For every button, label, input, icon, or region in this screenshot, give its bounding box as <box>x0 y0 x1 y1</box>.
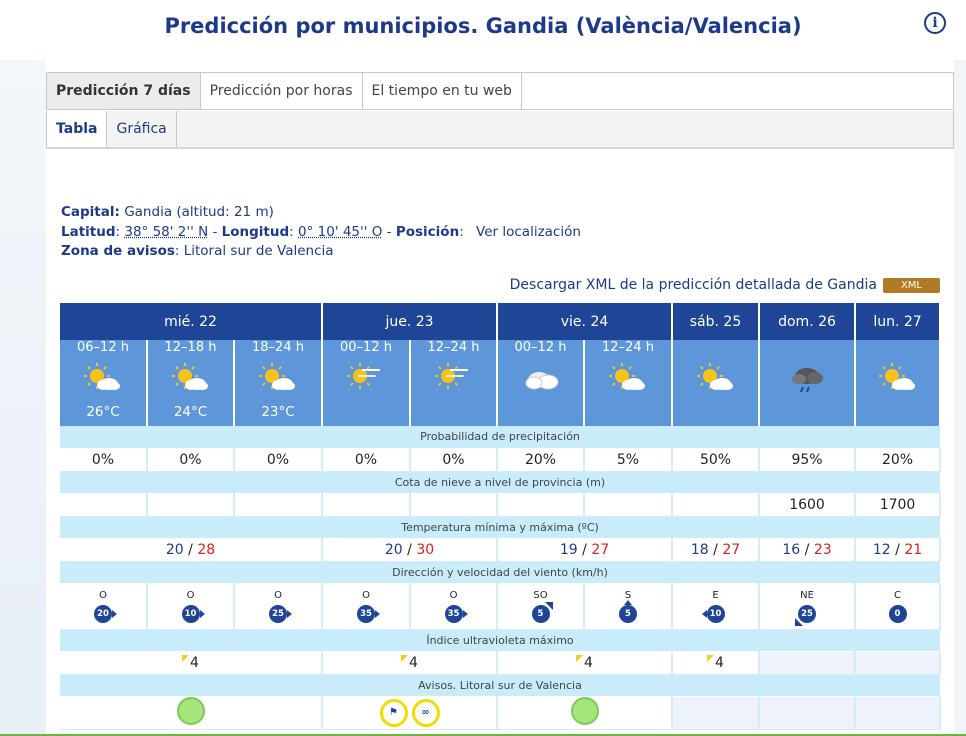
wind-direction: SO <box>533 589 548 601</box>
wind-arrow-icon <box>269 605 287 623</box>
wind-arrow-icon <box>182 605 200 623</box>
uv-row <box>60 651 940 674</box>
sun-cloud-icon <box>856 360 939 400</box>
rain-cloud-icon <box>760 360 854 400</box>
snow-label: Cota de nieve a nivel de provincia (m) <box>60 471 940 493</box>
xml-download-link[interactable]: Descargar XML de la predicción detallada de Gandia <box>509 277 877 293</box>
sun-cloud-icon <box>673 360 758 400</box>
temp-separator: / <box>183 541 198 558</box>
temp-min: 12 <box>872 541 891 558</box>
xml-download-row <box>0 277 940 293</box>
wind-direction: O <box>274 589 282 601</box>
temp-cell <box>497 538 672 561</box>
wind-arrow-icon <box>357 605 375 623</box>
label-row <box>60 426 940 448</box>
temp-cell <box>60 538 322 561</box>
period-time: 18–24 h <box>252 340 304 355</box>
zona-label: Zona de avisos <box>61 243 175 259</box>
background-decoration-left <box>0 60 46 736</box>
label-row <box>60 561 940 583</box>
temp-max: 21 <box>904 541 923 558</box>
temp-cell <box>672 538 759 561</box>
wind-label: Dirección y velocidad del viento (km/h) <box>60 561 940 583</box>
period-time <box>760 340 854 356</box>
snow-cell <box>672 493 759 516</box>
label-row <box>60 471 940 493</box>
day-header: sáb. 25 <box>672 303 759 340</box>
sun-haze-icon <box>323 360 409 400</box>
snow-cell <box>497 493 584 516</box>
snow-row <box>60 493 940 516</box>
aviso-cell <box>672 696 759 729</box>
capital-label: Capital: <box>61 204 120 220</box>
wind-speed: 25 <box>801 608 813 619</box>
wind-speed: 25 <box>272 608 284 619</box>
wind-arrow-icon <box>619 605 637 623</box>
period-time: 00–12 h <box>340 340 392 355</box>
avisos-label: Avisos. Litoral sur de Valencia <box>60 674 940 696</box>
snow-cell <box>322 493 410 516</box>
sun-cloud-icon <box>235 360 321 400</box>
wind-arrow-icon <box>889 605 907 623</box>
wind-direction: O <box>99 589 107 601</box>
period-temp: 23°C <box>261 404 295 420</box>
tab-prediccion-7-dias[interactable]: Predicción 7 días <box>47 73 201 109</box>
snow-cell: 1700 <box>855 493 940 516</box>
temp-max: 27 <box>591 541 610 558</box>
forecast-table <box>60 303 941 730</box>
snow-cell <box>410 493 497 516</box>
period-time: 12–18 h <box>164 340 217 355</box>
day-header: vie. 24 <box>497 303 672 340</box>
xml-badge[interactable]: XML <box>883 278 940 293</box>
precip-cell: 20% <box>497 448 584 471</box>
period-cell <box>759 340 855 426</box>
precip-cell: 0% <box>147 448 234 471</box>
wind-direction: E <box>712 589 719 601</box>
wind-cell <box>759 583 855 629</box>
wind-direction: O <box>449 589 458 601</box>
day-header: dom. 26 <box>759 303 855 340</box>
period-time: 06–12 h <box>77 340 129 355</box>
coords-line: Latitud: 38° 58' 2'' N - Longitud: 0° 10' 45'' O - Posición: Ver localización <box>61 223 581 240</box>
period-cell <box>234 340 322 426</box>
precip-cell: 0% <box>322 448 410 471</box>
temp-cell <box>759 538 855 561</box>
info-icon[interactable]: i <box>924 12 946 34</box>
uv-value: 4 <box>576 655 593 671</box>
day-header: mié. 22 <box>60 303 322 340</box>
wind-arrow-icon <box>798 605 816 623</box>
uv-cell <box>672 651 759 674</box>
longitud-value: 0° 10' 45'' O <box>298 223 383 240</box>
precip-cell: 50% <box>672 448 759 471</box>
wind-cell <box>410 583 497 629</box>
aviso-cell <box>497 696 672 729</box>
period-temp: 24°C <box>173 404 208 420</box>
period-time: 12–24 h <box>602 340 654 355</box>
wind-direction: O <box>362 589 370 601</box>
sun-haze-icon <box>411 360 496 400</box>
temp-separator: / <box>402 541 417 558</box>
view-tabs <box>46 111 954 149</box>
wind-arrow-icon <box>532 605 550 623</box>
tab-tabla[interactable]: Tabla <box>47 111 107 147</box>
aviso-cell <box>322 696 497 729</box>
label-row <box>60 516 940 538</box>
tab-prediccion-por-horas[interactable]: Predicción por horas <box>201 73 363 109</box>
page-title: Predicción por municipios. Gandia (València/Valencia) <box>164 14 802 38</box>
aviso-cell <box>759 696 855 729</box>
uv-cell <box>759 651 855 674</box>
background-decoration-right <box>954 60 966 736</box>
wind-cell <box>497 583 584 629</box>
wind-cell <box>584 583 672 629</box>
aviso-cell <box>855 696 940 729</box>
temp-max: 30 <box>416 541 435 558</box>
temp-max: 28 <box>197 541 216 558</box>
wind-cell <box>672 583 759 629</box>
period-cell <box>147 340 234 426</box>
zona-value: Litoral sur de Valencia <box>183 243 334 259</box>
precip-cell: 0% <box>410 448 497 471</box>
avisos-row <box>60 696 940 729</box>
precip-cell: 20% <box>855 448 940 471</box>
wind-row <box>60 583 940 629</box>
label-row <box>60 629 940 651</box>
wind-speed: 10 <box>184 608 197 619</box>
day-header: lun. 27 <box>855 303 940 340</box>
temp-separator: / <box>800 541 814 558</box>
temp-label: Temperatura mínima y máxima (ºC) <box>60 516 940 538</box>
precip-row <box>60 448 940 471</box>
period-cell <box>855 340 940 426</box>
temp-min: 16 <box>782 541 801 558</box>
wind-speed: 35 <box>360 608 372 619</box>
temp-max: 23 <box>813 541 832 558</box>
temp-min: 20 <box>384 541 403 558</box>
ver-localizacion-link[interactable]: Ver localización <box>476 223 581 240</box>
uv-cell <box>855 651 940 674</box>
wind-speed: 0 <box>894 608 901 619</box>
wind-cell <box>234 583 322 629</box>
wind-direction: S <box>624 589 632 601</box>
period-cell <box>410 340 497 426</box>
wind-speed: 20 <box>97 608 109 619</box>
precip-cell: 95% <box>759 448 855 471</box>
tab-grafica[interactable]: Gráfica <box>107 111 176 147</box>
temp-separator: / <box>708 541 723 558</box>
sun-cloud-icon <box>585 360 671 400</box>
period-time: 00–12 h <box>514 340 567 355</box>
capital-line <box>61 203 581 223</box>
wind-speed: 10 <box>709 608 722 619</box>
wind-direction: C <box>894 589 901 601</box>
wind-direction: NE <box>800 589 814 601</box>
longitud-label: Longitud <box>221 223 290 240</box>
aviso-green-icon[interactable] <box>177 697 205 725</box>
wind-direction: O <box>186 589 195 601</box>
period-cell <box>672 340 759 426</box>
temp-cell <box>855 538 940 561</box>
wind-arrow-icon <box>707 605 725 623</box>
day-header-row <box>60 303 940 340</box>
snow-cell <box>60 493 147 516</box>
snow-cell <box>234 493 322 516</box>
temp-row <box>60 538 940 561</box>
wind-cell <box>855 583 940 629</box>
wind-cell <box>322 583 410 629</box>
period-cell <box>322 340 410 426</box>
temp-separator: / <box>577 541 592 558</box>
capital-value: Gandia (altitud: 21 m) <box>124 204 274 220</box>
precip-label: Probabilidad de precipitación <box>60 426 940 448</box>
uv-cell <box>60 651 322 674</box>
snow-cell <box>147 493 234 516</box>
aviso-cell <box>60 696 322 729</box>
label-row <box>60 674 940 696</box>
precip-cell: 5% <box>584 448 672 471</box>
uv-value: 4 <box>182 655 199 671</box>
snow-cell <box>584 493 672 516</box>
cloud-icon <box>498 360 583 400</box>
wind-speed: 5 <box>537 608 544 619</box>
precip-cell: 0% <box>60 448 147 471</box>
uv-cell <box>322 651 497 674</box>
period-time <box>856 340 939 356</box>
uv-label: Índice ultravioleta máximo <box>60 629 940 651</box>
period-time <box>673 340 758 356</box>
temp-min: 19 <box>559 541 578 558</box>
period-row <box>60 340 940 426</box>
temp-min: 20 <box>165 541 184 558</box>
tab-el-tiempo-en-tu-web[interactable]: El tiempo en tu web <box>363 73 522 109</box>
uv-value: 4 <box>401 655 418 671</box>
wind-cell <box>60 583 147 629</box>
wind-arrow-icon <box>94 605 112 623</box>
uv-cell <box>497 651 672 674</box>
location-meta <box>61 203 581 262</box>
aviso-green-icon[interactable] <box>571 697 599 725</box>
period-time: 12–24 h <box>427 340 480 355</box>
wind-arrow-icon <box>445 605 463 623</box>
uv-value: 4 <box>707 655 724 671</box>
temp-cell <box>322 538 497 561</box>
wind-cell <box>147 583 234 629</box>
latitud-value: 38° 58' 2'' N <box>124 223 209 240</box>
sun-cloud-icon <box>148 360 233 400</box>
temp-max: 27 <box>722 541 741 558</box>
wind-warning-icon[interactable]: ⚑ <box>380 699 408 727</box>
day-header: jue. 23 <box>322 303 497 340</box>
temp-min: 18 <box>690 541 709 558</box>
wind-speed: 35 <box>447 608 460 619</box>
wind-speed: 5 <box>625 608 631 619</box>
latitud-label: Latitud <box>61 223 116 240</box>
coastal-warning-icon[interactable]: ∞ <box>412 699 440 727</box>
main-tabs <box>46 72 954 110</box>
sun-cloud-icon <box>60 360 146 400</box>
posicion-label: Posición <box>395 223 460 240</box>
temp-separator: / <box>890 541 905 558</box>
period-cell <box>584 340 672 426</box>
zona-line: Zona de avisos: Litoral sur de Valencia <box>61 243 334 259</box>
period-cell <box>497 340 584 426</box>
snow-cell: 1600 <box>759 493 855 516</box>
period-cell <box>60 340 147 426</box>
period-temp: 26°C <box>86 404 120 420</box>
precip-cell: 0% <box>234 448 322 471</box>
